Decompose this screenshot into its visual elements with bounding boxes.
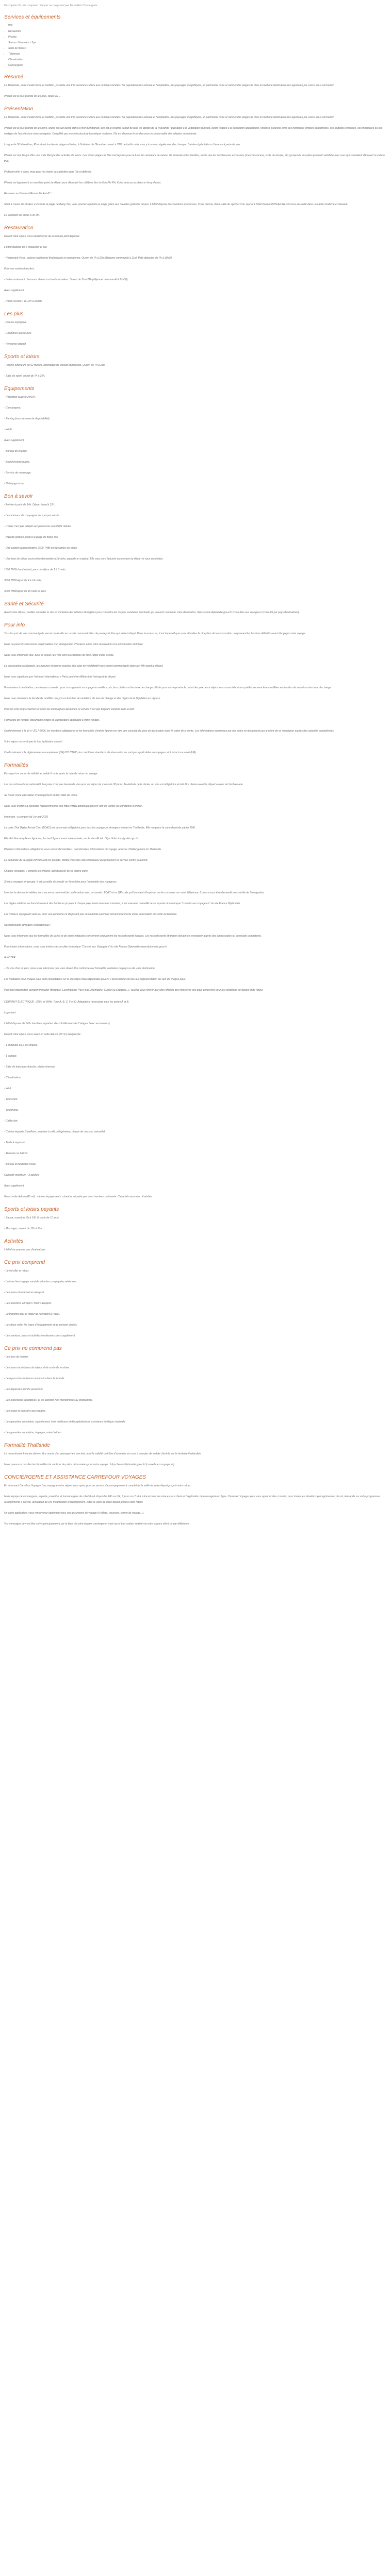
section-paragraph: Tous les prix de vols communiqués seront recalculés en cas de communication de passeport libre qui s'être indiqué. Dans tous les cas, il est impératif que vous attendiez la réception de la convocation comprenant les horaires définitifs avant d'engager votre voyage. <box>4 632 306 635</box>
section-paragraph: - Les excursions facultatives, et les activités non mentionnées au programme. <box>4 1399 93 1402</box>
section-heading: Formalités <box>4 762 28 768</box>
section-paragraph: Longue de 50 kilomètres, Phuket est bordée de plages et baies, à l'intérieur de l'île est recouvert à 70% de forêts mais vous y trouverez également des champs d'hévéa et plantations d'ananas à perte de vue. <box>4 143 241 146</box>
section-heading: Bon à savoir <box>4 494 33 499</box>
section-paragraph: - Wi-Fi. <box>4 428 13 431</box>
section-paragraph: A NOTER <box>4 956 16 959</box>
section-block <box>4 1442 387 1468</box>
section-heading: CONCIERGERIE ET ASSISTANCE CARREFOUR VOYAGES <box>4 1475 146 1480</box>
list-item: • Restaurant <box>8 29 387 35</box>
section-block <box>4 385 387 487</box>
section-paragraph: - Table à repasser. <box>4 1141 26 1144</box>
section-paragraph: - Personnel attentif <box>4 343 26 346</box>
section-paragraph: Logement <box>4 1011 16 1014</box>
section-paragraph: Nous pouvons consulter les formalités de santé et de police nécessaires pour votre voyage : https://www.diplomatie.gouv.fr/ (conseils aux voyageurs) <box>4 1463 174 1466</box>
section-paragraph: Nous vous invitons à consulter régulièrement le site https://www.diplomatie.gouv.fr/ afin de vérifier les conditions d'entrée. <box>4 805 143 808</box>
section-block <box>4 762 387 993</box>
section-paragraph: La demande de la Digital Arrival Card est gratuite. Méfiez-vous des sites frauduleux qui proposent ce service contre paiement. <box>4 859 148 862</box>
section-paragraph: 3000 THB/séjour de 15 nuits ou plus. <box>4 590 47 593</box>
section-paragraph: 3000 THB/séjour de 4 à 14 nuits. <box>4 579 42 582</box>
section-heading: Activités <box>4 1239 24 1244</box>
section-paragraph: - Les garanties annulation, rapatriement, frais médicaux et d'hospitalisation, assistance juridique et pénale. <box>4 1420 126 1423</box>
section-paragraph: - Les garanties annulation, bagages, retard aérien. <box>4 1431 62 1434</box>
section-paragraph: COURANT ÉLECTRIQUE : 220V et 50Hz. Type A, B, C, F et O. Adaptateur nécessaire pour les prises A et B. <box>4 1001 129 1004</box>
section-block <box>4 622 387 756</box>
section-paragraph: Formalités de voyage, documents exigés et la procédure applicable à votre voyage. <box>4 719 100 722</box>
section-paragraph: Réservez au Diamond Resort Phuket 4* ! <box>4 192 52 195</box>
section-paragraph: Votre séjour ne serait pas le tout 'aptitudes suivant'. <box>4 740 63 743</box>
section-block <box>4 999 387 1200</box>
section-paragraph: Durant votre séjour, vous serez en suite deluxe (23 m²) équipée de : <box>4 1033 82 1036</box>
section-paragraph: Se munir d'une attestation d'hébergement et d'un billet de retour. <box>4 794 78 797</box>
section-paragraph: Important : à compter de 1er mai 2025 <box>4 816 48 819</box>
section-heading: Santé et Sécurité <box>4 601 44 607</box>
section-paragraph: - Le transfert aller et retour de l'aéroport à l'hôtel. <box>4 1313 60 1316</box>
list-item: • Télévision <box>8 52 387 57</box>
section-paragraph: - Chambres spacieuses <box>4 332 31 335</box>
section-paragraph: Nous ne pourrons être tenus responsables d'un changement d'horaires entre votre réservation et la convocation définitive. <box>4 643 144 646</box>
section-paragraph: Phuket est la plus grande de les plus, situés au ... <box>4 95 61 98</box>
section-paragraph: Notre équipe de conciergerie, experte, proactive et humaine (pas de robot !) est disponible 24h sur 24, 7 jours sur 7 et à votre écoute via votre espace client et l'application de messagerie en ligne. Carrefour Voyages peut vous apporter des conseils, pour toutes les situations (enregistrement de vol, demande sur votre programme, arrangements à prévoir, annulation de vol, modification d'hébergement...) dès la veille de votre départ jusqu'à votre retour. <box>4 1495 381 1504</box>
section-paragraph: - Les dépenses d'ordre personnel. <box>4 1388 43 1391</box>
section-paragraph: - Les taxes et redevances aéroport. <box>4 1291 45 1294</box>
section-block <box>4 225 387 304</box>
list-item: • Piscine <box>8 35 387 40</box>
section-paragraph: - La franchise bagage variable selon les compagnies aériennes. <box>4 1280 77 1283</box>
section-paragraph: - Cuisine équipée (bouilloire, machine à café, réfrigérateur, plaque de cuisson, vaisselle). <box>4 1130 106 1133</box>
section-block <box>4 311 387 347</box>
section-paragraph: Si vous voyagez en groupe, il est possible de remplir un formulaire pour l'ensemble des voyageurs. <box>4 880 118 884</box>
section-paragraph: - Italian restaurant : boissons desserts et mets de valeur. Ouvert de 7h à 22h (déjeuner commandé à 21h30). <box>4 278 128 281</box>
section-paragraph: - L'hôtel n'est pas adapté aux personnes à mobilité réduite. <box>4 525 72 528</box>
section-paragraph: Phuket est la plus grande de les pays, situés au sud-ouest, dans la mer d'Andaman, elle est le résumé parfait de tous les attraits de la Thaïlande : paysages à la végétation tropicale, petits villages à la population accueillante, richesse culturelle avec ses nombreux temples bouddhistes, ses pagodes chinoises, ses mosquées ou ses vestiges de l'architecture sino-portugaise. Complété par une infrastructure touristique moderne, l'île est devenue le rendez-vous incontournable des adeptes du farniente. <box>4 127 383 135</box>
section-paragraph: - 1 lit double ou 2 lits simples. <box>4 1044 38 1047</box>
section-paragraph: - Les services, taxes et activités mentionnés sans supplément. <box>4 1334 76 1337</box>
section-paragraph: - Coffre-fort. <box>4 1120 18 1123</box>
section-paragraph: - Navette gratuite jusqu'à la plage de Bang Tao. <box>4 536 59 539</box>
section-paragraph: - Une caution (approximative 2500 THB) est réclamée sur place. <box>4 547 78 550</box>
section-block <box>4 1206 387 1232</box>
list-item: • Salle de fitness <box>8 46 387 52</box>
section-paragraph: Les modalités pour chaque pays sont consultables sur le site https://www.diplomatie.gouv.fr/ L'accessibilité est liée à la réglementation au sein de chaque pays. <box>4 978 186 981</box>
section-heading: Sports et loisirs payants <box>4 1207 59 1212</box>
section-paragraph: Prestataires à destination, ces risques couverts : pour vous garantir un voyage au meilleur prix, les cotations et les taux de change utilisés pour correspondre le calcul des prix de ce séjour, nous vous informons qu'elles peuvent être modifiées en fonction de variations des taux de change. <box>4 686 332 689</box>
section-paragraph: - Conciergerie. <box>4 406 21 410</box>
section-paragraph: L'hôtel dispose de 1 restaurant et bar. <box>4 246 47 249</box>
section-paragraph: Pour les vols longs courriers et selon les compagnies aériennes, le service n'est pas toujours compris dans le tarif. <box>4 708 135 711</box>
intro-line: Description Ce prix comprend : Ce prix ne comprend pas Formalités Conciergerie <box>4 4 97 7</box>
section-paragraph: Avec supplément : <box>4 289 26 292</box>
section-paragraph: Pour tout départ d'un aéroport frontalier (Belgique, Luxembourg, Pays-Bas, Allemagne, Suisse ou Espagne...), veuillez vous référer aux sites officiels des ministères des pays concernés pour les conditions de départ et de retour. <box>4 989 264 992</box>
section-paragraph: Profitant enfin à pleur, mais pour ne choisir ces activités dans l'île et délivrés. <box>4 171 92 174</box>
section-paragraph: Phuket est une île qui offre une vraie lifestyle des activités de loisirs. Les divers plages de l'île sont réputés pour le luxe, les amateurs de nature, de farniente et les familles, tandis que les nombreuses excursions (marchés locaux, visite de temple, etc.) proposés en option pourront satisfaire tous ceux qui souhaitent découvrir la culture thaï. <box>4 154 385 163</box>
section-block <box>4 1259 387 1339</box>
section-block <box>4 1238 387 1253</box>
section-paragraph: - Télévision. <box>4 1098 18 1101</box>
section-paragraph: - Le séjour selon les types d'hébergement et de pension choisis. <box>4 1324 78 1327</box>
section-heading: Ce prix comprend <box>4 1260 45 1265</box>
section-paragraph: - Parking (sous réserve de disponibilité). <box>4 417 51 420</box>
section-paragraph: Le transport est inclus à 30 km. <box>4 214 40 217</box>
section-paragraph: - Bureau et bouteilles d'eau. <box>4 1163 37 1166</box>
section-block <box>4 493 387 595</box>
section-paragraph: - Réception ouverte 24h/24. <box>4 396 36 399</box>
section-paragraph: - Une taxe de séjour pourra être demandée à l'arrivée, payable en espèce. Elle vous sera facturée au moment du départ si vous en résidez. <box>4 557 164 561</box>
section-block <box>4 74 387 99</box>
section-block <box>4 601 387 616</box>
section-paragraph: - Les repas et boissons aux escales. <box>4 1410 46 1413</box>
section-block <box>4 106 387 218</box>
section-paragraph: - Salle de sport, ouvert de 7h à 21h. <box>4 375 45 378</box>
section-paragraph: Avec supplément : <box>4 1184 26 1188</box>
section-block <box>4 1345 387 1436</box>
section-paragraph: - Arrivée à partir de 14h. Départ jusqu'à 12h. <box>4 503 55 506</box>
section-paragraph: Plusieurs informations obligatoires vous seront demandées : coordonnées, informations de voyage, adresse d'hébergement en Thaïlande. <box>4 848 162 851</box>
section-block <box>4 1474 387 1527</box>
section-paragraph: Un autre application, vous retrouverez également tous vos documents de voyage (e-billets, vouchers, carnet de voyage...). <box>4 1512 144 1515</box>
list-item: • Conciergerie <box>8 63 387 69</box>
section-paragraph: - Climatisation. <box>4 1076 22 1079</box>
section-paragraph: - Service de repassage. <box>4 471 31 474</box>
section-paragraph: Les ressortissants de nationalité française n'ont pas besoin de visa pour un séjour de moins de 30 jours. Au-delà de cette durée, un visa est obligatoire et doit être obtenu avant le départ auprès de l'ambassade. <box>4 783 243 786</box>
section-paragraph: La convocation à l'aéroport, les horaires et heures exactes et le plan de vol définitif vous seront communiqués dans les 48h avant le départ. <box>4 665 164 668</box>
list-item: • Sauna - Hammam - Spa <box>8 40 387 46</box>
section-paragraph: - Un visa d'un ou plus, nous vous informons que vous devez être conforme aux formalités sanitaires du pays ou de votre destination. <box>4 967 156 970</box>
section-paragraph: La Thaïlande, entre modernisme et tradition, possède une très ancienne culture aux multiples facettes. Sa population très amicale et hospitalière, des paysages magnifiques, un patrimoine riche et varié et des plages de rêve en font une destination très appréciée par soucis vous enchanter. <box>4 84 335 87</box>
section-paragraph: Chaque voyageur, y compris les enfants, doit disposer de sa propre carte. <box>4 870 89 873</box>
section-paragraph: - Massages, ouvert de 10h à 21h. <box>4 1227 43 1230</box>
sections-container <box>4 14 387 1527</box>
section-paragraph: Nous vous informons que les formalités de police et de santé indiquées concernent uniquement les ressortissants français. Les ressortissants étrangers doivent se renseigner auprès des ambassades ou consulats compétents. <box>4 935 262 938</box>
section-paragraph: - Restaurant Vista : cuisine traditionnel thaïlandaise et européenne. Ouvert de 7h à 22h (déjeuner commandé à 11h). Petit déjeuner, de 7h à 10h30. <box>4 257 173 260</box>
section-heading: Restauration <box>4 225 34 231</box>
section-paragraph: - Nettoyage à sec. <box>4 482 25 485</box>
section-block <box>4 353 387 379</box>
section-paragraph: Conformément à la réglementation européenne (UE) 2017/1205, les conditions standards de réservation ne sont pas applicables au voyageur et à mise à sa santé (UE). <box>4 751 197 754</box>
section-paragraph: - Sauna, ouvert de 7h à 19h (à partir de 10 ans). <box>4 1216 60 1219</box>
section-paragraph: Avant votre départ, veuillez consulter le site du ministère des Affaires étrangères pour connaître les risques sanitaires éventuels qui peuvent concerner votre destination. https://www.diplomatie.gouv.fr/ (consultez aux voyageurs (consulté par pays destinations). <box>4 611 300 614</box>
section-paragraph: Les mineurs voyageant seuls ou avec une personne ne disposant pas de l'autorité parentale doivent être munis d'une autorisation de sortie du territoire. <box>4 913 177 916</box>
section-paragraph: La carte Thai Digital Arrival Card (TDAC) est désormais obligatoire pour tous les voyageurs étrangers entrant en Thaïlande. Elle remplace la carte d'arrivée papier TM6. <box>4 826 196 829</box>
section-paragraph: Situé à l'ouest de Phuket, à 2 km de la plage de Bang Tao, vous pourrez rejoindre la plage grâce aux navettes gratuites depuis. L'hôtel dispose de chambres spacieuses, d'une piscine, d'une salle de sport et d'un sauna. L'hôtel Diamond Phuket Resort vous accueille dans un cadre moderne et relaxant. <box>4 203 348 206</box>
section-paragraph: En réservant Carrefour Voyages l'accompagne votre séjour, vous optez pour un service d'accompagnement complet de la veille de votre départ jusqu'à votre retour. <box>4 1484 191 1487</box>
section-heading: Les plus <box>4 311 24 317</box>
section-paragraph: Avec supplément : <box>4 439 26 442</box>
section-paragraph: - Le repas et les boissons non inclus dans la formule. <box>4 1377 65 1380</box>
section-paragraph: Ressortissants étrangers et binationaux : <box>4 924 51 927</box>
section-paragraph: - Les transferts aéroport / hôtel / aéroport. <box>4 1302 52 1305</box>
section-paragraph: - Téléphone. <box>4 1109 19 1112</box>
section-paragraph: Phuket est également un excellent point de départ pour découvrir les célèbres îles de Koh Phi Phi, Koh Lanta accessibles en ferry depuis. <box>4 181 161 184</box>
section-paragraph: L'hôtel ne propose pas d'animations. <box>4 1248 46 1251</box>
section-heading: Pour info <box>4 622 25 628</box>
section-paragraph: - Le vol aller et retour. <box>4 1269 29 1273</box>
section-heading: Services et équipements <box>4 14 61 20</box>
section-paragraph: Capacité maximum : 3 adultes. <box>4 1174 40 1177</box>
section-paragraph: 1000 THB/chambre/nuit, pour un séjour de 1 à 3 nuits. <box>4 568 67 571</box>
section-paragraph: Les règles relatives au franchissement des frontières propres à chaque pays étant amenées à évoluer, il est vivement conseillé de se reporter à la rubrique "conseils aux voyageurs" du site France Diplomatie. <box>4 902 241 905</box>
section-paragraph: - Les taxes touristiques de séjour et de sortie du territoire. <box>4 1366 70 1369</box>
section-paragraph: - 1 canapé. <box>4 1055 18 1058</box>
section-paragraph: Conformément à la loi n° 2017-2006, les mentions obligatoires et les formalités d'entrée figurent en tant que consulat du pays de destination dans le cadre de la vente. Les informations transmises par nos soins ne dispensent pas le client de se renseigner auprès des autorités compétentes. <box>4 730 335 733</box>
section-paragraph: Elle doit être remplie en ligne au plus tard 3 jours avant votre arrivée, sur le site officiel : https://tdac.immigration.go.th <box>4 837 138 840</box>
section-heading: Formalité Thaïlande <box>4 1443 50 1448</box>
section-paragraph: - Les animaux de compagnie ne sont pas admis. <box>4 514 60 517</box>
section-paragraph: Nous nous réservons la faculté de modifier nos prix en fonction de variations de taux de change et des règles de la législation en vigueur. <box>4 697 161 700</box>
section-paragraph: - Blanchisserie/laverie. <box>4 461 30 464</box>
section-paragraph: Nous vous informons que, pour ce séjour, les vols sont susceptibles de faire l'objet d'une escale. <box>4 654 115 657</box>
section-paragraph: - Wi-fi. <box>4 1087 12 1090</box>
section-heading: Résumé <box>4 74 24 80</box>
list-item: • Climatisation <box>8 57 387 63</box>
section-paragraph: L'hôtel dispose de 145 chambres, réparties dans 5 bâtiments de 7 étages (avec ascenseurs). <box>4 1022 111 1025</box>
equipment-list <box>4 23 387 69</box>
section-heading: Présentation <box>4 106 34 112</box>
section-paragraph: La Thaïlande, entre modernisme et tradition, possède une très ancienne culture aux multiples facettes. Sa population très amicale et hospitalière, des paysages magnifiques, un patrimoine riche et varié et des plages de rêve en font une destination très appréciée par soucis vous enchanter. <box>4 116 335 119</box>
section-paragraph: Une fois la demande validée, vous recevrez un e-mail de confirmation avec un numéro TDAC et un QR code qu'il convient d'imprimer ou de conserver sur votre téléphone. Il pourra vous être demandé au contrôle de l'immigration. <box>4 891 265 894</box>
section-paragraph: Durant votre séjour, vous bénéficierez de la formule petit déjeuner. <box>4 235 80 238</box>
section-paragraph: - Terrasse ou balcon. <box>4 1152 28 1155</box>
section-paragraph: Nous vous signalons que l'aéroport international a Paris peut être différent de l'aéroport de départ. <box>4 675 117 679</box>
section-paragraph: - Les frais de dossier. <box>4 1355 29 1359</box>
section-paragraph: - Bureau de change. <box>4 450 28 453</box>
section-paragraph: Vos messages devront être suivis principalement par le biais de notre équipe conciergerie, mais aussi tout contact réalisé via votre espace client ou par téléphone. <box>4 1522 190 1526</box>
section-heading: Equipements <box>4 386 35 392</box>
section-heading: Ce prix ne comprend pas <box>4 1346 62 1351</box>
section-heading: Sports et loisirs <box>4 354 40 360</box>
list-item: • Wifi <box>8 23 387 29</box>
section-block <box>4 14 387 69</box>
section-paragraph: Le ressortissant français doivent être munis d'un passeport en bon état, dont la validité doit être d'au moins six mois à compter de la date d'entrée sur le territoire thaïlandais. <box>4 1452 202 1455</box>
section-paragraph: - Salle de bain avec douche, sèche-cheveux. <box>4 1065 56 1069</box>
section-paragraph: Grand suite deluxe (40 m²) : mêmes équipements, chambre séparée par une chambre coulissante. Capacité maximum : 4 adultes. <box>4 1195 153 1198</box>
section-paragraph: Passeport en cours de validité, et valide 6 mois après la date de retour du voyage. <box>4 772 99 775</box>
section-paragraph: - Piscine olympique <box>4 321 27 324</box>
section-paragraph: - Piscine extérieure de 52 mètres, aménagée de transat et parasols. Ouvert de 7h à 21h. <box>4 364 106 367</box>
section-paragraph: Pour vos soirées/transfert : <box>4 267 35 270</box>
section-paragraph: Pour toutes informations, vous vous invitons à consulter la rubrique "Conseil aux Voyageurs" du site France Diplomatie www.diplomatie.gouv.fr <box>4 945 167 948</box>
section-paragraph: - Room service : de 12h à 21h30. <box>4 300 42 303</box>
